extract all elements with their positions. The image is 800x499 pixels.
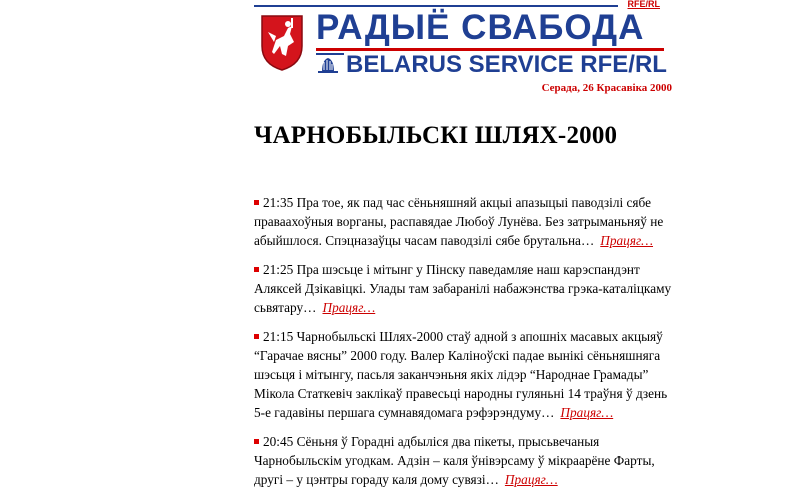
page-wrapper xyxy=(254,0,674,487)
read-more-link[interactable]: Працяг… xyxy=(504,472,558,487)
bullet-icon xyxy=(254,439,259,444)
read-more-link[interactable]: Працяг… xyxy=(600,233,654,248)
bullet-icon xyxy=(254,200,259,205)
page-title: ЧАРНОБЫЛЬСКІ ШЛЯХ-2000 xyxy=(254,122,618,149)
bullet-icon xyxy=(254,334,259,339)
news-item xyxy=(254,260,674,317)
header-top-rule xyxy=(254,5,618,7)
news-text: Сёньня ў Горадні адбыліся два пікеты, прысьвечаныя Чарнобыльскім угодкам. Адзін – каля ўнівэрсаму ў мікраарёне Фарты, другі – у цэнтры гораду каля дому сувязі… xyxy=(254,434,655,487)
news-item xyxy=(254,327,674,422)
read-more-link[interactable]: Працяг… xyxy=(560,405,614,420)
pahonia-crest-icon xyxy=(258,12,306,72)
news-text: Чарнобыльскі Шлях-2000 стаў адной з апошніх масавых акцыяў “Гарачае вясны” 2000 году. Валер Каліноўскі падае вынікі сёньняшняга шэсьця і мітынгу, пасьля заканчэньня якіх лідэр “Народнае Грамады” Мікола Статкевіч заклікаў правесьці народны гуляньні 14 траўня ў дзень 5-е гадавіны першага сумнавядомага рэфэрэндуму… xyxy=(254,329,668,420)
news-text: Пра тое, як пад час сёньняшняй акцыі апазыцыі паводзілі сябе праваахоўныя ворганы, распавядае Любоў Лунёва. Без затрыманьняў не абыйшлося. Спэцназаўцы часам паводзілі сябе брутальна… xyxy=(254,195,664,248)
bell-logo-icon xyxy=(316,54,340,74)
station-title: РАДЫЁ СВАБОДА xyxy=(316,8,645,47)
current-date: Серада, 26 Красавіка 2000 xyxy=(541,82,672,94)
news-item xyxy=(254,193,674,250)
news-list xyxy=(254,193,674,499)
news-time: 21:15 xyxy=(263,329,294,344)
read-more-link[interactable]: Працяг… xyxy=(322,300,376,315)
news-item xyxy=(254,432,674,489)
news-text: Пра шэсьце і мітынг у Пінску паведамляе наш карэспандэнт Аляксей Дзікавіцкі. Улады там забаранілі набажэнства грэка-каталіцкаму сьвятару… xyxy=(254,262,672,315)
news-time: 21:25 xyxy=(263,262,294,277)
news-time: 20:45 xyxy=(263,434,294,449)
service-subtitle: BELARUS SERVICE RFE/RL xyxy=(346,51,667,78)
rfe-rl-link[interactable]: RFE/RL xyxy=(627,0,660,9)
header-banner xyxy=(254,0,674,82)
bullet-icon xyxy=(254,267,259,272)
news-time: 21:35 xyxy=(263,195,294,210)
